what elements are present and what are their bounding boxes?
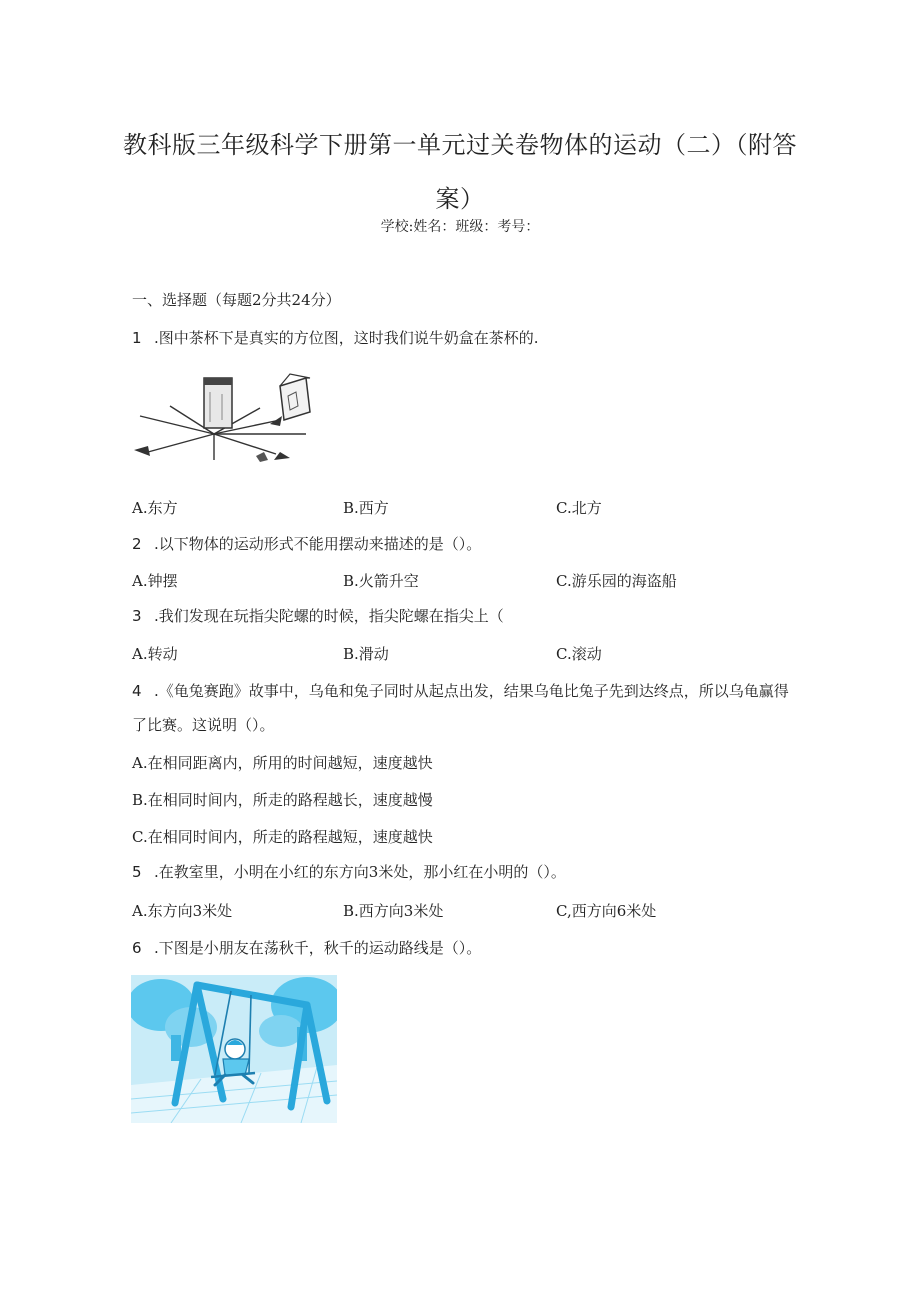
document-title [110,118,810,226]
option-b[interactable]: B.西方向3米处 [343,902,444,920]
option-a[interactable]: A.东方向3米处 [132,902,233,920]
swing-figure [131,975,337,1123]
student-info-line: 学校:姓名：班级：考号： [380,219,540,235]
question-text: .以下物体的运动形式不能用摆动来描述的是（）。 [154,535,482,553]
section-heading: 一、选择题（每题2分共24分） [132,291,341,309]
direction-diagram-figure [130,372,330,464]
question-number: 4 [132,682,142,700]
title-line-1: 教科版三年级科学下册第一单元过关卷物体的运动（二）（附答 [123,131,797,159]
option-c[interactable]: C,西方向6米处 [556,902,657,920]
option-b[interactable]: B.滑动 [343,645,389,663]
title-line-2: 案） [435,185,485,213]
question-number: 2 [132,535,142,553]
question-text: .在教室里，小明在小红的东方向3米处，那小红在小明的（）。 [154,863,566,881]
question-6 [132,932,792,964]
question-text: .我们发现在玩指尖陀螺的时候，指尖陀螺在指尖上（ [154,607,504,625]
option-b[interactable]: B.火箭升空 [343,572,419,590]
option-b[interactable]: B.西方 [343,499,389,517]
question-number: 6 [132,939,142,957]
option-a[interactable]: A.钟摆 [132,572,178,590]
question-text: .图中茶杯下是真实的方位图，这时我们说牛奶盒在茶杯的. [154,329,539,347]
option-c[interactable]: C.在相同时间内，所走的路程越短，速度越快 [132,828,433,846]
option-a[interactable]: A.在相同距离内，所用的时间越短，速度越快 [132,754,433,772]
option-c[interactable]: C.游乐园的海盗船 [556,572,677,590]
option-a[interactable]: A.转动 [132,645,178,663]
option-b[interactable]: B.在相同时间内，所走的路程越长，速度越慢 [132,791,433,809]
question-1 [132,322,792,354]
question-2 [132,528,792,560]
option-c[interactable]: C.滚动 [556,645,602,663]
option-c[interactable]: C.北方 [556,499,602,517]
question-4 [132,674,792,742]
option-a[interactable]: A.东方 [132,499,178,517]
question-3 [132,600,792,632]
question-number: 5 [132,863,142,881]
question-number: 1 [132,329,142,347]
question-text: .《龟兔赛跑》故事中，乌龟和兔子同时从起点出发，结果乌龟比兔子先到达终点，所以乌龟赢得了比赛。这说明（）。 [132,682,789,734]
question-number: 3 [132,607,142,625]
question-5 [132,856,792,888]
question-text: .下图是小朋友在荡秋千，秋千的运动路线是（）。 [154,939,482,957]
